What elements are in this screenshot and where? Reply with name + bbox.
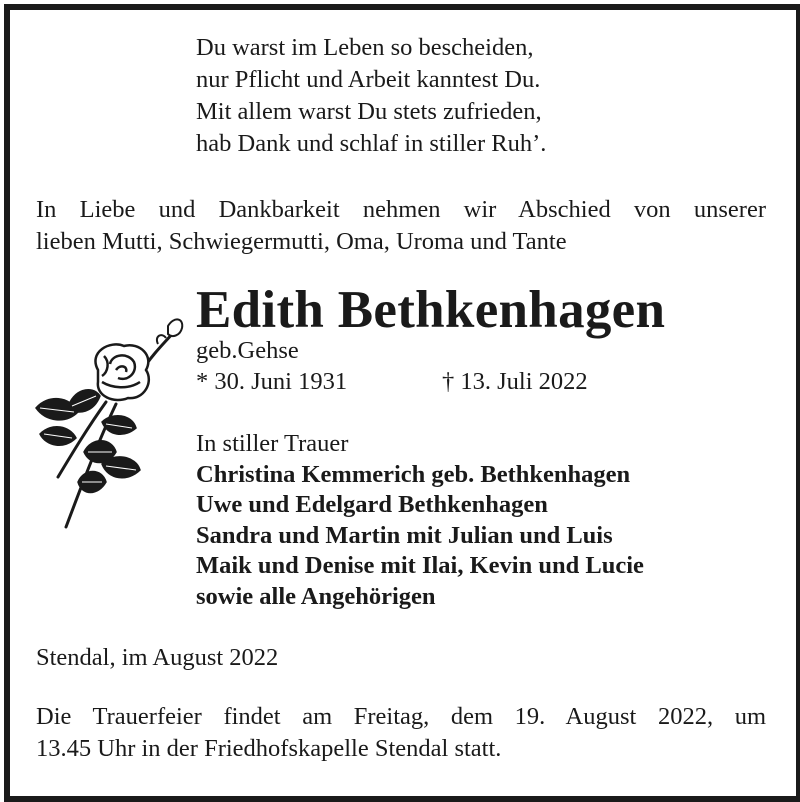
mourner-name: Uwe und Edelgard Bethkenhagen: [196, 491, 548, 518]
poem: [196, 32, 546, 160]
birth-date: * 30. Juni 1931: [196, 368, 348, 395]
place-date: Stendal, im August 2022: [36, 644, 279, 671]
poem-line: hab Dank und schlaf in stiller Ruh’.: [196, 130, 547, 157]
mourner-name: Maik und Denise mit Ilai, Kevin und Lucie: [196, 552, 644, 579]
service-info: [36, 701, 766, 765]
rose-icon: [28, 312, 188, 532]
maiden-name: geb.Gehse: [196, 337, 299, 364]
intro-line-2: lieben Mutti, Schwiegermutti, Oma, Uroma und Tante: [36, 228, 567, 255]
mourners-label: In stiller Trauer: [196, 430, 349, 457]
mourner-name: Sandra und Martin mit Julian und Luis: [196, 521, 613, 549]
deceased-name: Edith Bethkenhagen: [196, 281, 666, 339]
poem-line: Du warst im Leben so bescheiden,: [196, 34, 534, 61]
intro-text: [36, 194, 766, 258]
poem-line: Mit allem warst Du stets zufrieden,: [196, 98, 542, 125]
service-line-1: Die Trauerfeier findet am Freitag, dem 19. August 2022, um: [36, 703, 766, 730]
service-line-2: 13.45 Uhr in der Friedhofskapelle Stendal statt.: [36, 735, 502, 762]
intro-line-1: In Liebe und Dankbarkeit nehmen wir Abschied von unserer: [36, 196, 766, 223]
death-date: † 13. Juli 2022: [442, 368, 588, 395]
mourners-block: [196, 429, 644, 612]
poem-line: nur Pflicht und Arbeit kanntest Du.: [196, 66, 541, 93]
mourner-name: Christina Kemmerich geb. Bethkenhagen: [196, 460, 631, 488]
mourner-name: sowie alle Angehörigen: [196, 582, 436, 610]
